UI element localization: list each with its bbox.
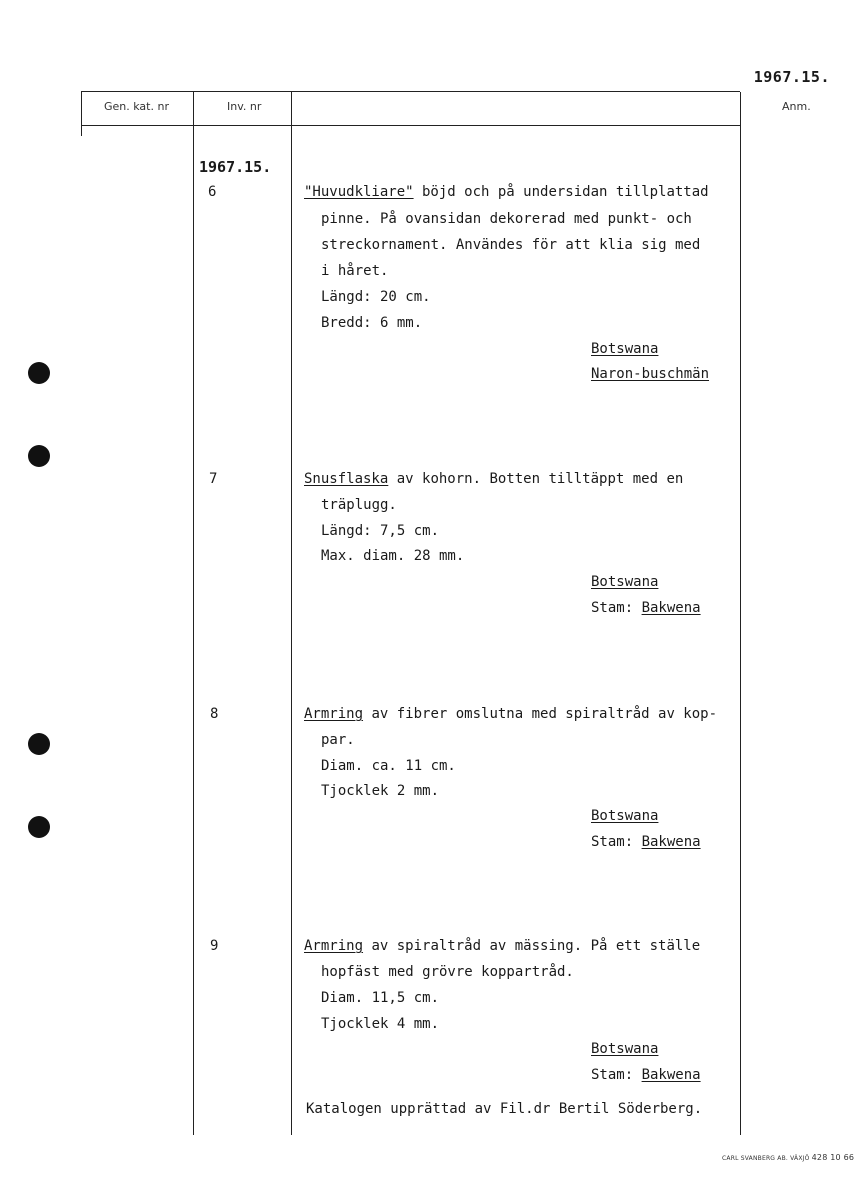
entry-people: Naron-buschmän [591, 366, 710, 382]
entry-people: Bakwena [641, 1067, 701, 1083]
table-header-rule [81, 125, 740, 126]
entry-line: Längd: 20 cm. [321, 289, 431, 305]
column-header-anm: Anm. [782, 100, 811, 113]
punch-hole [28, 733, 50, 755]
entry-line: par. [321, 732, 355, 748]
entry-title: Armring [304, 706, 364, 722]
collection-label: 1967.15. [199, 158, 272, 176]
entry-people-line [591, 834, 701, 850]
entry-first-line [304, 471, 683, 487]
entry-people-prefix: Stam: [591, 1067, 642, 1083]
entry-people-line [591, 1067, 701, 1083]
entry-line: Bredd: 6 mm. [321, 315, 423, 331]
entry-first-line-text: av kohorn. Botten tilltäppt med en [388, 471, 684, 487]
column-divider-left [81, 92, 82, 136]
entry-inv-nr: 7 [209, 471, 218, 487]
entry-place: Botswana [591, 574, 659, 590]
entry-people-line [591, 366, 709, 382]
entry-line: Längd: 7,5 cm. [321, 523, 440, 539]
entry-people: Bakwena [641, 600, 701, 616]
entry-line: träplugg. [321, 497, 397, 513]
entry-first-line [304, 184, 709, 200]
entry-line: Max. diam. 28 mm. [321, 548, 465, 564]
entry-first-line-text: av fibrer omslutna med spiraltråd av kop- [363, 706, 718, 722]
entry-line: Tjocklek 2 mm. [321, 783, 440, 799]
printer-code: 428 10 66 [811, 1153, 855, 1162]
entry-line: Tjocklek 4 mm. [321, 1016, 440, 1032]
entry-inv-nr: 8 [210, 706, 219, 722]
entry-people-line [591, 600, 701, 616]
entry-place: Botswana [591, 808, 659, 824]
column-divider-desc-anm [740, 92, 741, 1135]
entry-line: hopfäst med grövre koppartråd. [321, 964, 574, 980]
entry-place: Botswana [591, 1041, 659, 1057]
column-divider-gen-inv [193, 92, 194, 1135]
entry-line: Diam. 11,5 cm. [321, 990, 440, 1006]
entry-title: Snusflaska [304, 471, 389, 487]
punch-hole [28, 362, 50, 384]
entry-title: "Huvudkliare" [304, 184, 414, 200]
entry-line: Diam. ca. 11 cm. [321, 758, 456, 774]
entry-first-line-text: böjd och på undersidan tillplattad [413, 184, 709, 200]
entry-place: Botswana [591, 341, 659, 357]
entry-people-prefix: Stam: [591, 834, 642, 850]
catalog-number-header: 1967.15. [753, 68, 830, 86]
entry-title: Armring [304, 938, 364, 954]
punch-hole [28, 816, 50, 838]
entry-first-line [304, 706, 717, 722]
table-top-rule [81, 91, 740, 92]
entry-people-prefix: Stam: [591, 600, 642, 616]
column-header-gen-kat-nr: Gen. kat. nr [104, 100, 169, 113]
entry-people: Bakwena [641, 834, 701, 850]
entry-inv-nr: 6 [208, 184, 217, 200]
printer-imprint [722, 1153, 854, 1162]
printer-name: CARL SVANBERG AB. VÄXJÖ [722, 1155, 810, 1162]
entry-first-line-text: av spiraltråd av mässing. På ett ställe [363, 938, 701, 954]
entry-inv-nr: 9 [210, 938, 219, 954]
entry-first-line [304, 938, 700, 954]
column-divider-inv-desc [291, 92, 292, 1135]
closing-note: Katalogen upprättad av Fil.dr Bertil Söderberg. [306, 1101, 703, 1117]
entry-line: streckornament. Användes för att klia sig med [321, 237, 701, 253]
column-header-inv-nr: Inv. nr [227, 100, 262, 113]
entry-line: i håret. [321, 263, 389, 279]
punch-hole [28, 445, 50, 467]
entry-line: pinne. På ovansidan dekorerad med punkt- och [321, 211, 692, 227]
